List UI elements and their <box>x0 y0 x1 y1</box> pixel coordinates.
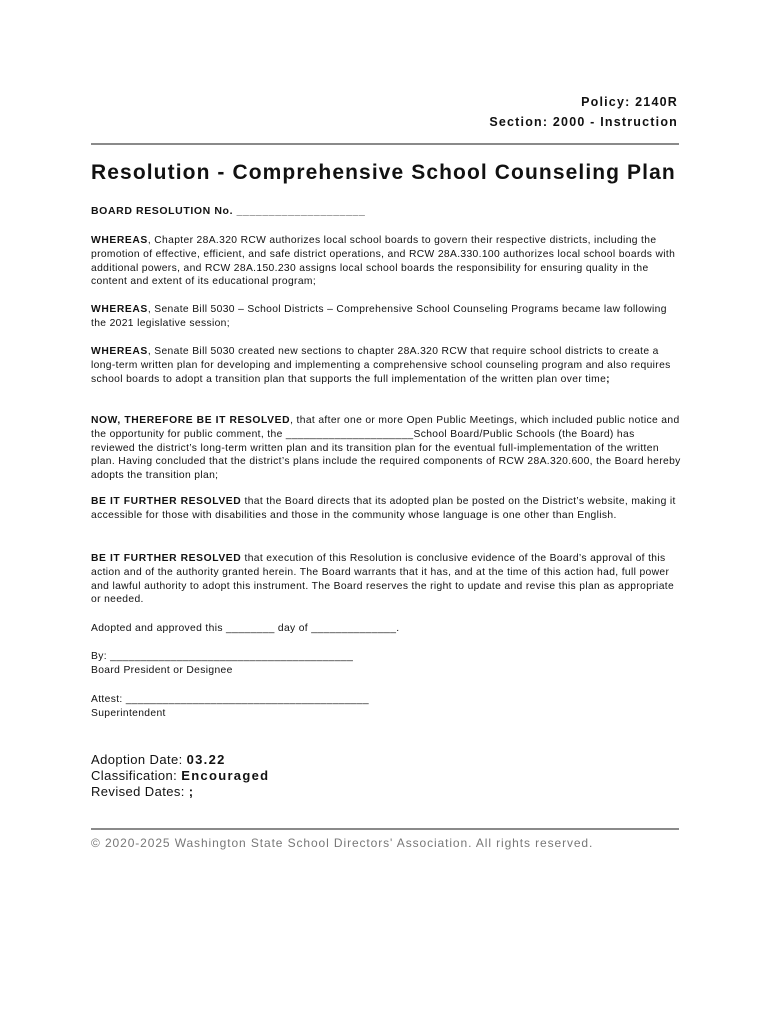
top-divider <box>91 143 679 145</box>
adopted-line: Adopted and approved this ________ day of ______________. <box>91 623 400 634</box>
policy-number: Policy: 2140R <box>581 95 678 109</box>
classification-value: Encouraged <box>181 768 270 783</box>
paragraph-lead: BE IT FURTHER RESOLVED <box>91 553 242 564</box>
bottom-divider <box>91 828 679 830</box>
copyright-notice: © 2020-2025 Washington State School Directors' Association. All rights reserved. <box>91 836 594 850</box>
whereas-paragraph-2 <box>91 303 681 331</box>
board-resolution-number: BOARD RESOLUTION No. ____________________ <box>91 205 366 217</box>
adoption-date-value: 03.22 <box>186 752 226 767</box>
paragraph-lead: NOW, THEREFORE BE IT RESOLVED <box>91 415 291 426</box>
paragraph-lead: WHEREAS <box>91 304 148 315</box>
paragraph-text: , Senate Bill 5030 created new sections to chapter 28A.320 RCW that require school districts to create a long-term written plan for developing and implementing a comprehensive school counseling program and also requires school boards to adopt a transition plan that supports the full implementation of the written plan over time <box>91 346 671 385</box>
resolved-paragraph <box>91 414 681 483</box>
by-signature-block <box>91 650 353 678</box>
policy-section: Section: 2000 - Instruction <box>489 115 678 129</box>
attest-line: Attest: ________________________________________ <box>91 694 369 705</box>
policy-header <box>489 92 678 132</box>
classification: Classification: Encouraged <box>91 768 270 783</box>
paragraph-tail: ; <box>606 373 611 385</box>
paragraph-text: that the Board directs that its adopted plan be posted on the District’s website, making it accessible for those with disabilities and those in the community whose language is one other than English. <box>91 496 676 521</box>
paragraph-text: that execution of this Resolution is conclusive evidence of the Board’s approval of this action and of the authority granted herein. The Board warrants that it has, and at the time of this action had, full power and lawful authority to adopt this instrument. The Board reserves the right to update and revise this plan as appropriate or needed. <box>91 553 675 606</box>
paragraph-lead: WHEREAS <box>91 346 148 357</box>
attest-title: Superintendent <box>91 708 166 719</box>
revised-dates-value: ; <box>188 784 195 799</box>
adoption-metadata <box>91 752 269 800</box>
by-line: By: ________________________________________ <box>91 651 354 662</box>
adoption-date: Adoption Date: 03.22 <box>91 752 226 767</box>
attest-signature-block <box>91 693 369 721</box>
further-resolved-paragraph-2 <box>91 552 681 607</box>
further-resolved-paragraph-1 <box>91 495 681 523</box>
paragraph-lead: BE IT FURTHER RESOLVED <box>91 496 242 507</box>
document-title: Resolution - Comprehensive School Counseling Plan <box>91 161 676 184</box>
revised-dates: Revised Dates: ; <box>91 784 195 799</box>
paragraph-text: , Chapter 28A.320 RCW authorizes local school boards to govern their respective districts, including the promotion of effective, efficient, and safe district operations, and RCW 28A.330.100 authorizes local school boards with additional powers, and RCW 28A.150.230 assigns local school boards the responsibility for ensuring quality in the content and extent of its educational program; <box>91 235 676 288</box>
whereas-paragraph-3 <box>91 345 681 386</box>
paragraph-lead: WHEREAS <box>91 235 148 246</box>
paragraph-text: , that after one or more Open Public Meetings, which included public notice and the opportunity for public comment, the _____________________School Board/Public Schools (the Board) has reviewed the district’s long-term written plan and its transition plan for the eventual full-implementation of the written plan. Having concluded that the district’s plans include the required components of RCW 28A.320.600, the Board hereby adopts the transition plan; <box>91 415 681 482</box>
by-title: Board President or Designee <box>91 665 233 676</box>
paragraph-text: , Senate Bill 5030 – School Districts – Comprehensive School Counseling Programs became law following the 2021 legislative session; <box>91 304 667 329</box>
whereas-paragraph-1 <box>91 234 681 289</box>
